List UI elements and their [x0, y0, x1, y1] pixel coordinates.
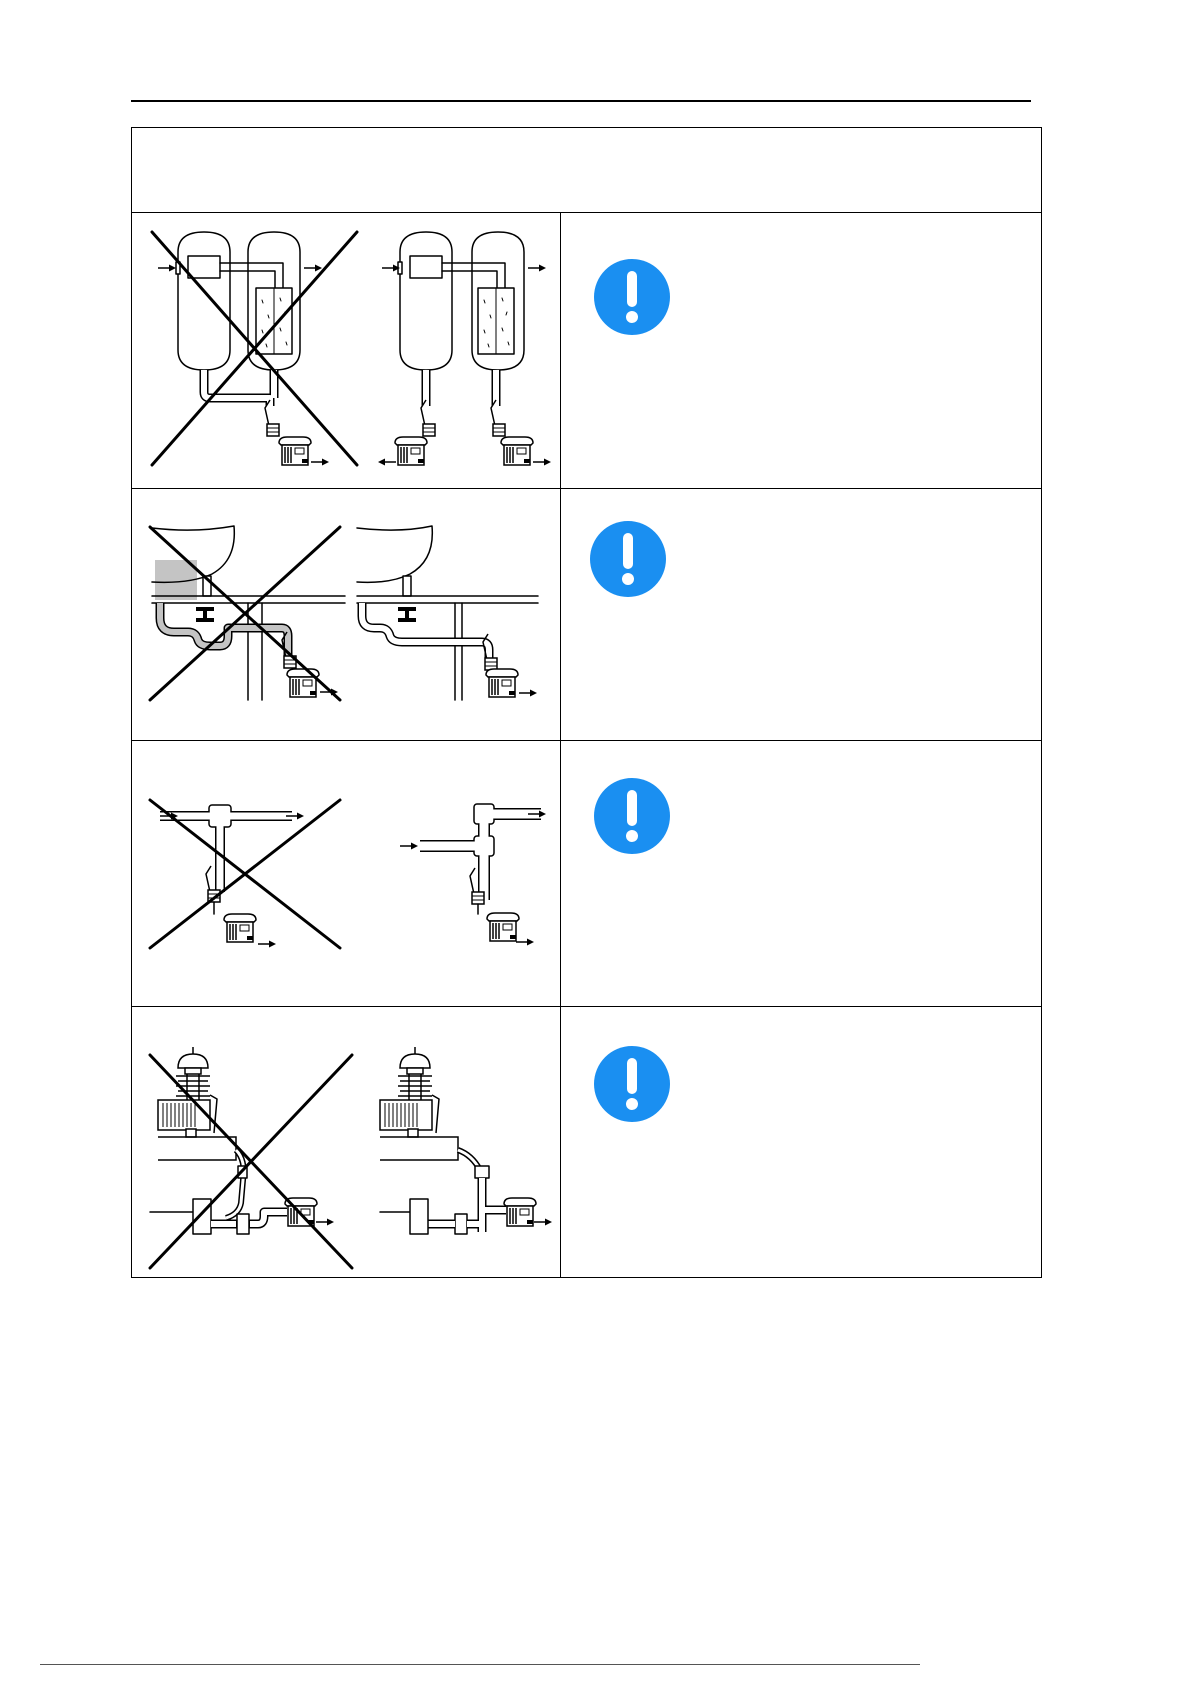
footer-rule: [40, 1664, 920, 1665]
instruction-table: [131, 127, 1042, 1278]
row-divider: [131, 488, 1042, 490]
header-rule: [131, 100, 1031, 102]
row-divider: [131, 212, 1042, 214]
column-divider: [560, 212, 562, 1278]
row-divider: [131, 740, 1042, 742]
row-divider: [131, 1006, 1042, 1008]
